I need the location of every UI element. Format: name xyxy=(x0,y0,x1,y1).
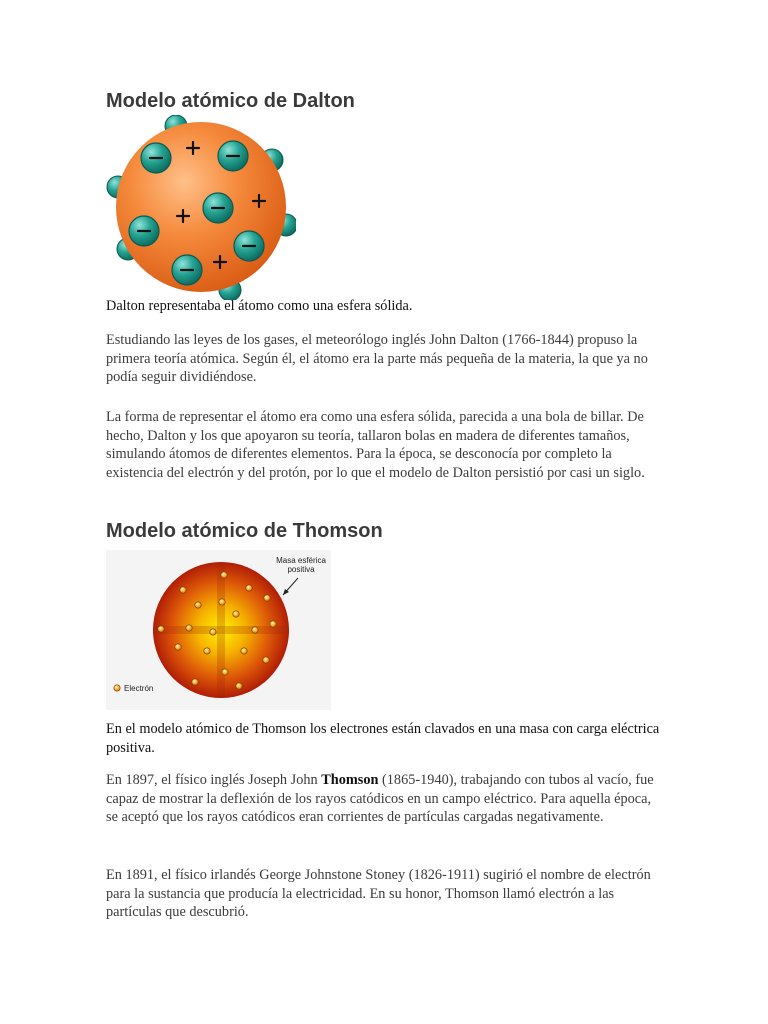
mass-label xyxy=(271,556,331,574)
thomson-paragraph-1 xyxy=(106,771,666,827)
dalton-paragraph-2: La forma de representar el átomo era como una esfera sólida, parecida a una bola de billar. De hecho, Dalton y los que apoyaron su teoría, tallaron bolas en madera de diferentes tamaños, simulando átomos de diferentes elementos. Para la época, se desconocía por completo la existencia del electrón y del protón, por lo que el modelo de Dalton persistió por casi un siglo. xyxy=(106,409,645,481)
mass-label-line-2: positiva xyxy=(287,565,315,574)
thomson-p1-start: En 1897, el físico inglés Joseph John xyxy=(106,772,322,788)
dalton-paragraph-1: Estudiando las leyes de los gases, el meteorólogo inglés John Dalton (1766-1844) propuso la primera teoría atómica. Según él, el átomo era la parte más pequeña de la materia, la que ya no podía seguir dividiéndose. xyxy=(106,332,648,386)
thomson-caption: En el modelo atómico de Thomson los electrones están clavados en una masa con carga eléctrica positiva. xyxy=(106,721,660,756)
dalton-caption: Dalton representaba el átomo como una esfera sólida. xyxy=(106,298,413,314)
thomson-p1-bold-name: Thomson xyxy=(321,772,379,788)
dalton-heading: Modelo atómico de Dalton xyxy=(106,90,355,112)
dalton-atom-figure xyxy=(106,115,296,300)
thomson-heading: Modelo atómico de Thomson xyxy=(106,520,383,542)
electron-legend-label: Electrón xyxy=(124,684,154,693)
thomson-paragraph-2: En 1891, el físico irlandés George Johnstone Stoney (1826-1911) sugirió el nombre de electrón para la sustancia que producía la electricidad. En su honor, Thomson llamó electrón a las partículas que descubrió. xyxy=(106,867,651,921)
dalton-atom-illustration xyxy=(106,115,296,300)
thomson-p1-end: (1865-1940), trabajando con tubos al vacío, fue capaz de mostrar la deflexión de los rayos catódicos en un campo eléctrico. Para aquella época, se aceptó que los rayos catódicos eran corrientes de partículas cargadas negativamente. xyxy=(106,772,654,826)
thomson-atom-figure xyxy=(106,550,331,710)
mass-label-line-1: Masa esférica xyxy=(276,556,326,565)
